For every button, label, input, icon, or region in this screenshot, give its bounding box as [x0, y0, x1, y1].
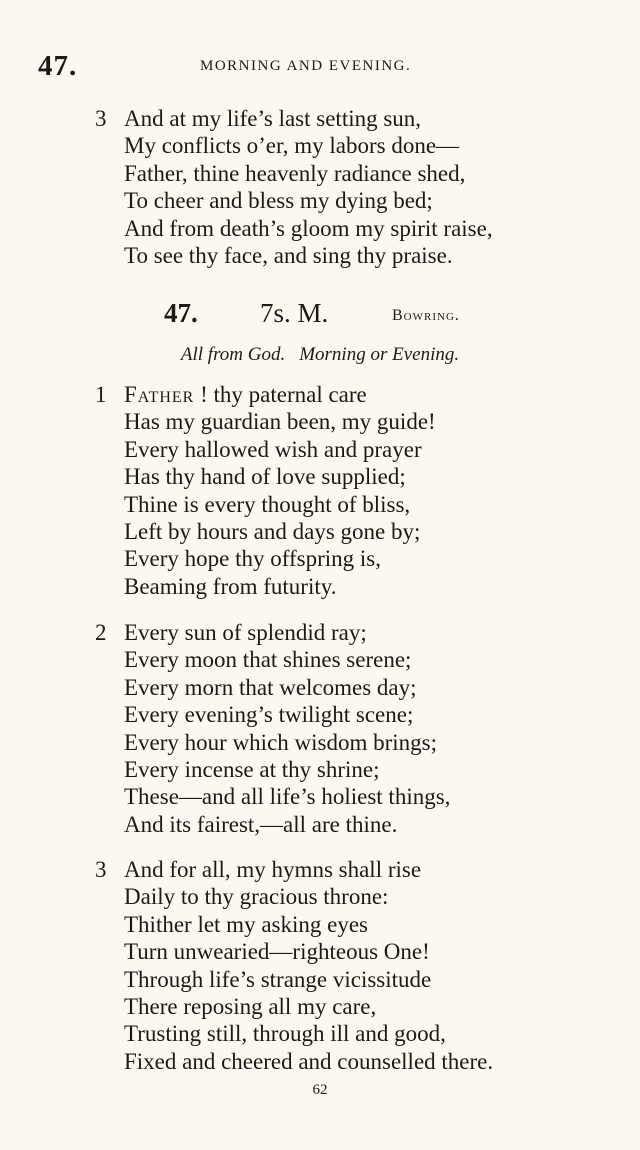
hymn-heading — [164, 298, 564, 334]
first-word: Father — [124, 382, 195, 407]
verse-line: Every hope thy offspring is, — [124, 546, 382, 572]
hymn-subtitle — [0, 344, 640, 366]
verse-line: Turn unwearied—righteous One! — [124, 939, 430, 965]
verse-line: There reposing all my care, — [124, 994, 377, 1020]
verse-line: Fixed and cheered and counselled there. — [124, 1048, 494, 1074]
verse-line: Daily to thy gracious throne: — [124, 884, 389, 910]
verse-line: To cheer and bless my dying bed; — [124, 188, 433, 214]
hymn-meter: 7s. M. — [260, 298, 329, 328]
stanza-number: 3 — [95, 106, 107, 131]
first-line-rest: ! thy paternal care — [194, 382, 367, 407]
hymn-number: 47. — [164, 298, 198, 328]
stanza-number: 1 — [95, 382, 107, 407]
verse-line: And its fairest,—all are thine. — [124, 811, 398, 837]
running-header — [38, 50, 598, 84]
verse-line: Every hallowed wish and prayer — [124, 436, 422, 462]
verse-line: Every incense at thy shrine; — [124, 757, 380, 783]
verse-line: Trusting still, through ill and good, — [124, 1021, 446, 1047]
verse-line: Every evening’s twilight scene; — [124, 702, 414, 728]
verse-line: Thine is every thought of bliss, — [124, 491, 411, 517]
stanza-number: 2 — [95, 620, 107, 645]
header-hymn-number: 47. — [38, 50, 78, 82]
verse-line: Every sun of splendid ray; — [124, 620, 367, 645]
subtitle-theme: All from God. — [180, 344, 286, 365]
stanza-lines — [124, 105, 493, 269]
verse-line: Thither let my asking eyes — [124, 911, 368, 937]
verse-line: And at my life’s last setting sun, — [124, 106, 422, 131]
verse-line: Every hour which wisdom brings; — [124, 729, 438, 755]
verse-line: Father, thine heavenly radiance shed, — [124, 160, 466, 186]
verse-line: Has my guardian been, my guide! — [124, 409, 436, 435]
stanza-number: 3 — [95, 857, 107, 882]
verse-line: Every moon that shines serene; — [124, 647, 412, 673]
verse-line: Every morn that welcomes day; — [124, 674, 417, 700]
verse-line: To see thy face, and sing thy praise. — [124, 243, 453, 269]
stanza-lines — [124, 619, 450, 838]
verse-line — [124, 381, 436, 408]
hymn-tune: Bowring. — [392, 307, 460, 324]
stanza-lines — [124, 856, 493, 1075]
stanza-lines — [124, 381, 436, 600]
verse-line: Beaming from futurity. — [124, 573, 337, 599]
verse-line: And from death’s gloom my spirit raise, — [124, 215, 493, 241]
subtitle-occasion: Morning or Evening. — [299, 344, 460, 365]
verse-line: My conflicts o’er, my labors done— — [124, 133, 460, 159]
header-title: MORNING AND EVENING. — [200, 58, 412, 74]
verse-line: Has thy hand of love supplied; — [124, 464, 406, 490]
verse-line: Through life’s strange vicissitude — [124, 966, 432, 992]
page-number: 62 — [312, 1082, 328, 1098]
verse-line: These—and all life’s holiest things, — [124, 784, 451, 810]
verse-line: Left by hours and days gone by; — [124, 519, 421, 545]
verse-line: And for all, my hymns shall rise — [124, 857, 422, 882]
